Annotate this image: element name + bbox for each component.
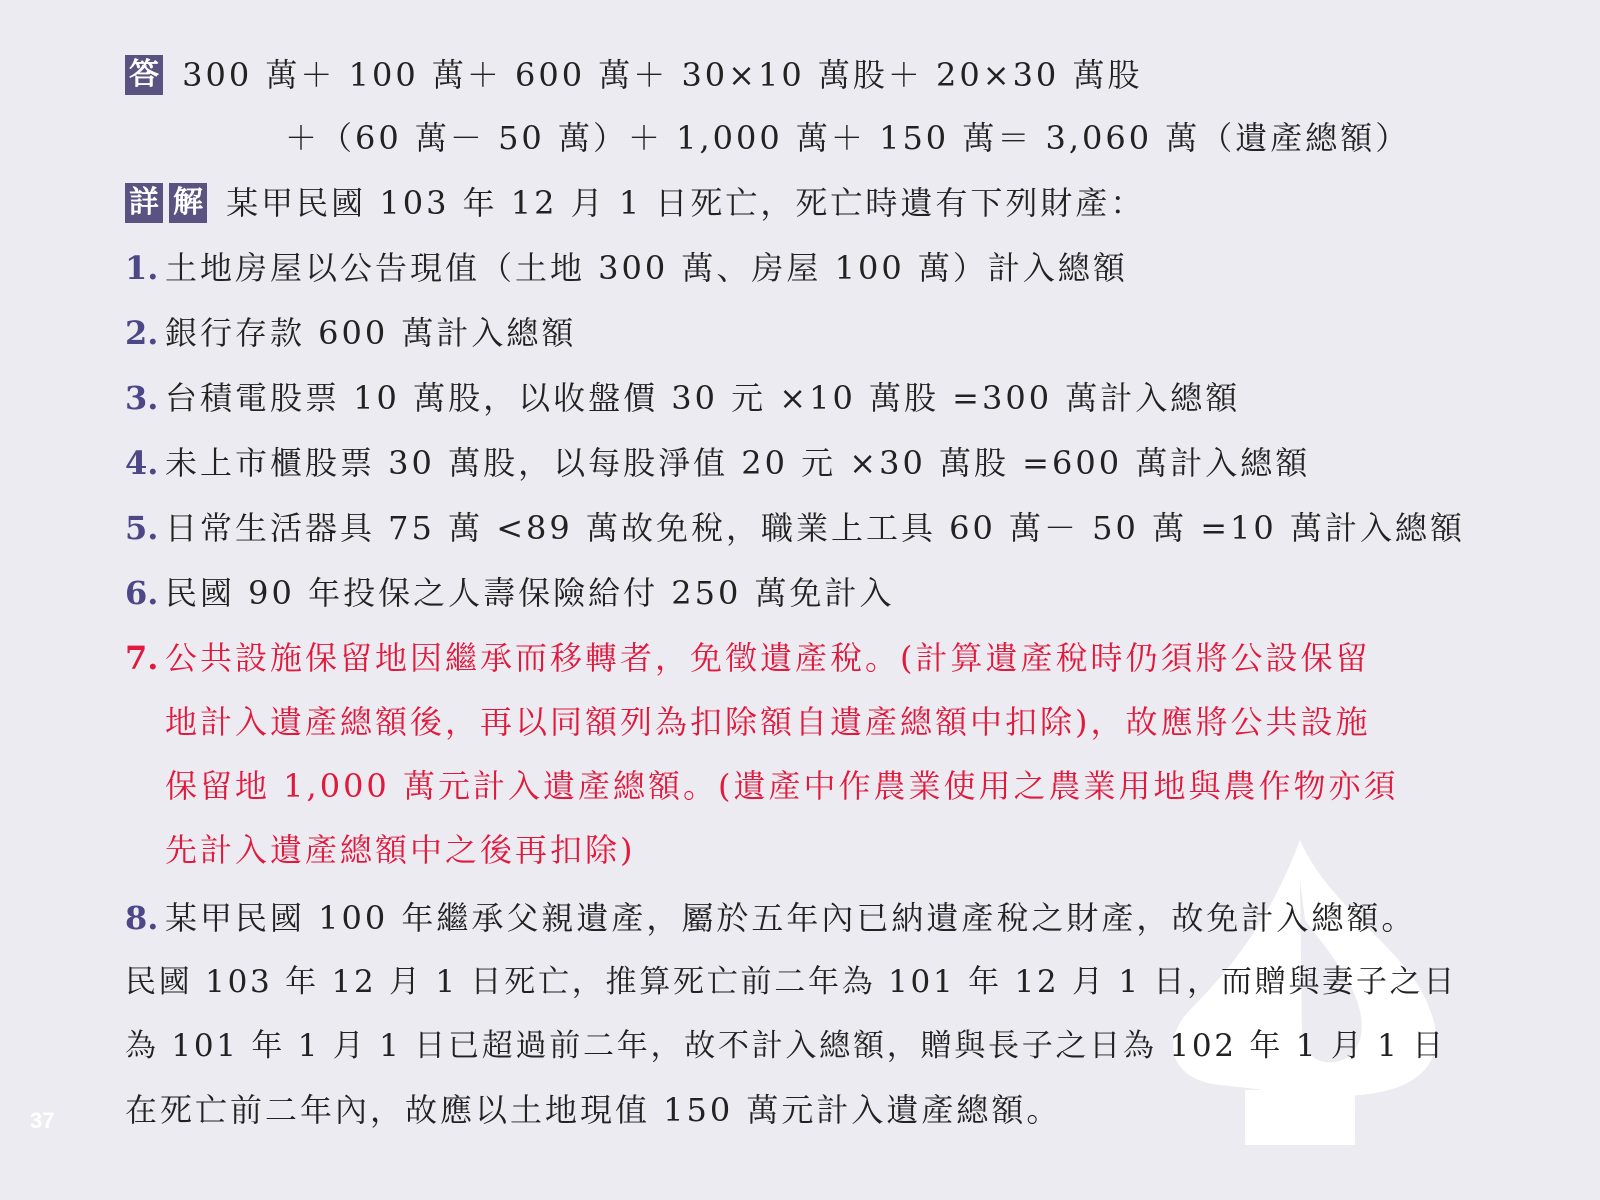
answer-text-2: ＋（60 萬－ 50 萬）＋ 1,000 萬＋ 150 萬＝ 3,060 萬（遺產總額） <box>285 119 1411 157</box>
detail-item-7-line-3 <box>165 766 1398 806</box>
answer-line-2 <box>285 118 1410 158</box>
item-number: 2. <box>125 314 159 352</box>
item-text: 先計入遺產總額中之後再扣除) <box>165 831 636 869</box>
item-text: 地計入遺產總額後，再以同額列為扣除額自遺產總額中扣除)，故應將公共設施 <box>165 703 1371 741</box>
item-text: 民國 103 年 12 月 1 日死亡，推算死亡前二年為 101 年 12 月 1 日，而贈與妻子之日 <box>125 964 1458 1000</box>
detail-item-1-line-1 <box>125 248 1128 288</box>
item-number: 7. <box>125 639 159 677</box>
item-text: 台積電股票 10 萬股，以收盤價 30 元 ×10 萬股 =300 萬計入總額 <box>165 379 1241 417</box>
item-number: 4. <box>125 444 159 482</box>
item-text: 某甲民國 100 年繼承父親遺產，屬於五年內已納遺產稅之財產，故免計入總額。 <box>165 899 1417 937</box>
watermark-emblem-icon <box>1160 840 1480 1170</box>
detail-item-7-line-1 <box>125 638 1371 678</box>
detail-item-8-line-2 <box>125 962 1457 1002</box>
answer-text-1: 300 萬＋ 100 萬＋ 600 萬＋ 30×10 萬股＋ 20×30 萬股 <box>182 56 1143 94</box>
detail-item-7-line-4 <box>165 830 636 870</box>
page-number: 37 <box>30 1108 55 1133</box>
detail-badge-2: 解 <box>169 183 207 223</box>
answer-line-1 <box>125 55 1142 95</box>
detail-item-8-line-3 <box>125 1026 1446 1066</box>
item-text: 日常生活器具 75 萬 <89 萬故免稅，職業上工具 60 萬－ 50 萬 =10 萬計入總額 <box>165 509 1465 547</box>
detail-intro-line <box>125 183 1145 223</box>
detail-item-2-line-1 <box>125 313 576 353</box>
item-text: 土地房屋以公告現值（土地 300 萬、房屋 100 萬）計入總額 <box>165 249 1128 287</box>
detail-item-3-line-1 <box>125 378 1240 418</box>
item-text: 公共設施保留地因繼承而移轉者，免徵遺產稅。(計算遺產稅時仍須將公設保留 <box>165 639 1371 677</box>
detail-item-8-line-4 <box>125 1090 1061 1130</box>
detail-item-8-line-1 <box>125 898 1416 938</box>
item-number: 3. <box>125 379 159 417</box>
item-text: 銀行存款 600 萬計入總額 <box>165 314 577 352</box>
item-text: 未上市櫃股票 30 萬股，以每股淨值 20 元 ×30 萬股 =600 萬計入總額 <box>165 444 1311 482</box>
detail-item-5-line-1 <box>125 508 1465 548</box>
item-text: 為 101 年 1 月 1 日已超過前二年，故不計入總額，贈與長子之日為 102 年 1 月 1 日 <box>125 1028 1446 1064</box>
detail-item-4-line-1 <box>125 443 1310 483</box>
item-text: 在死亡前二年內，故應以土地現值 150 萬元計入遺產總額。 <box>125 1091 1062 1129</box>
item-number: 5. <box>125 509 159 547</box>
item-number: 8. <box>125 899 159 937</box>
item-number: 1. <box>125 249 159 287</box>
item-text: 保留地 1,000 萬元計入遺產總額。(遺產中作農業使用之農業用地與農作物亦須 <box>165 767 1399 805</box>
detail-intro: 某甲民國 103 年 12 月 1 日死亡，死亡時遺有下列財產： <box>226 184 1146 222</box>
detail-item-6-line-1 <box>125 573 895 613</box>
detail-item-7-line-2 <box>165 702 1371 742</box>
detail-badge-1: 詳 <box>125 183 163 223</box>
item-number: 6. <box>125 574 159 612</box>
item-text: 民國 90 年投保之人壽保險給付 250 萬免計入 <box>165 574 895 612</box>
answer-badge: 答 <box>125 55 163 95</box>
